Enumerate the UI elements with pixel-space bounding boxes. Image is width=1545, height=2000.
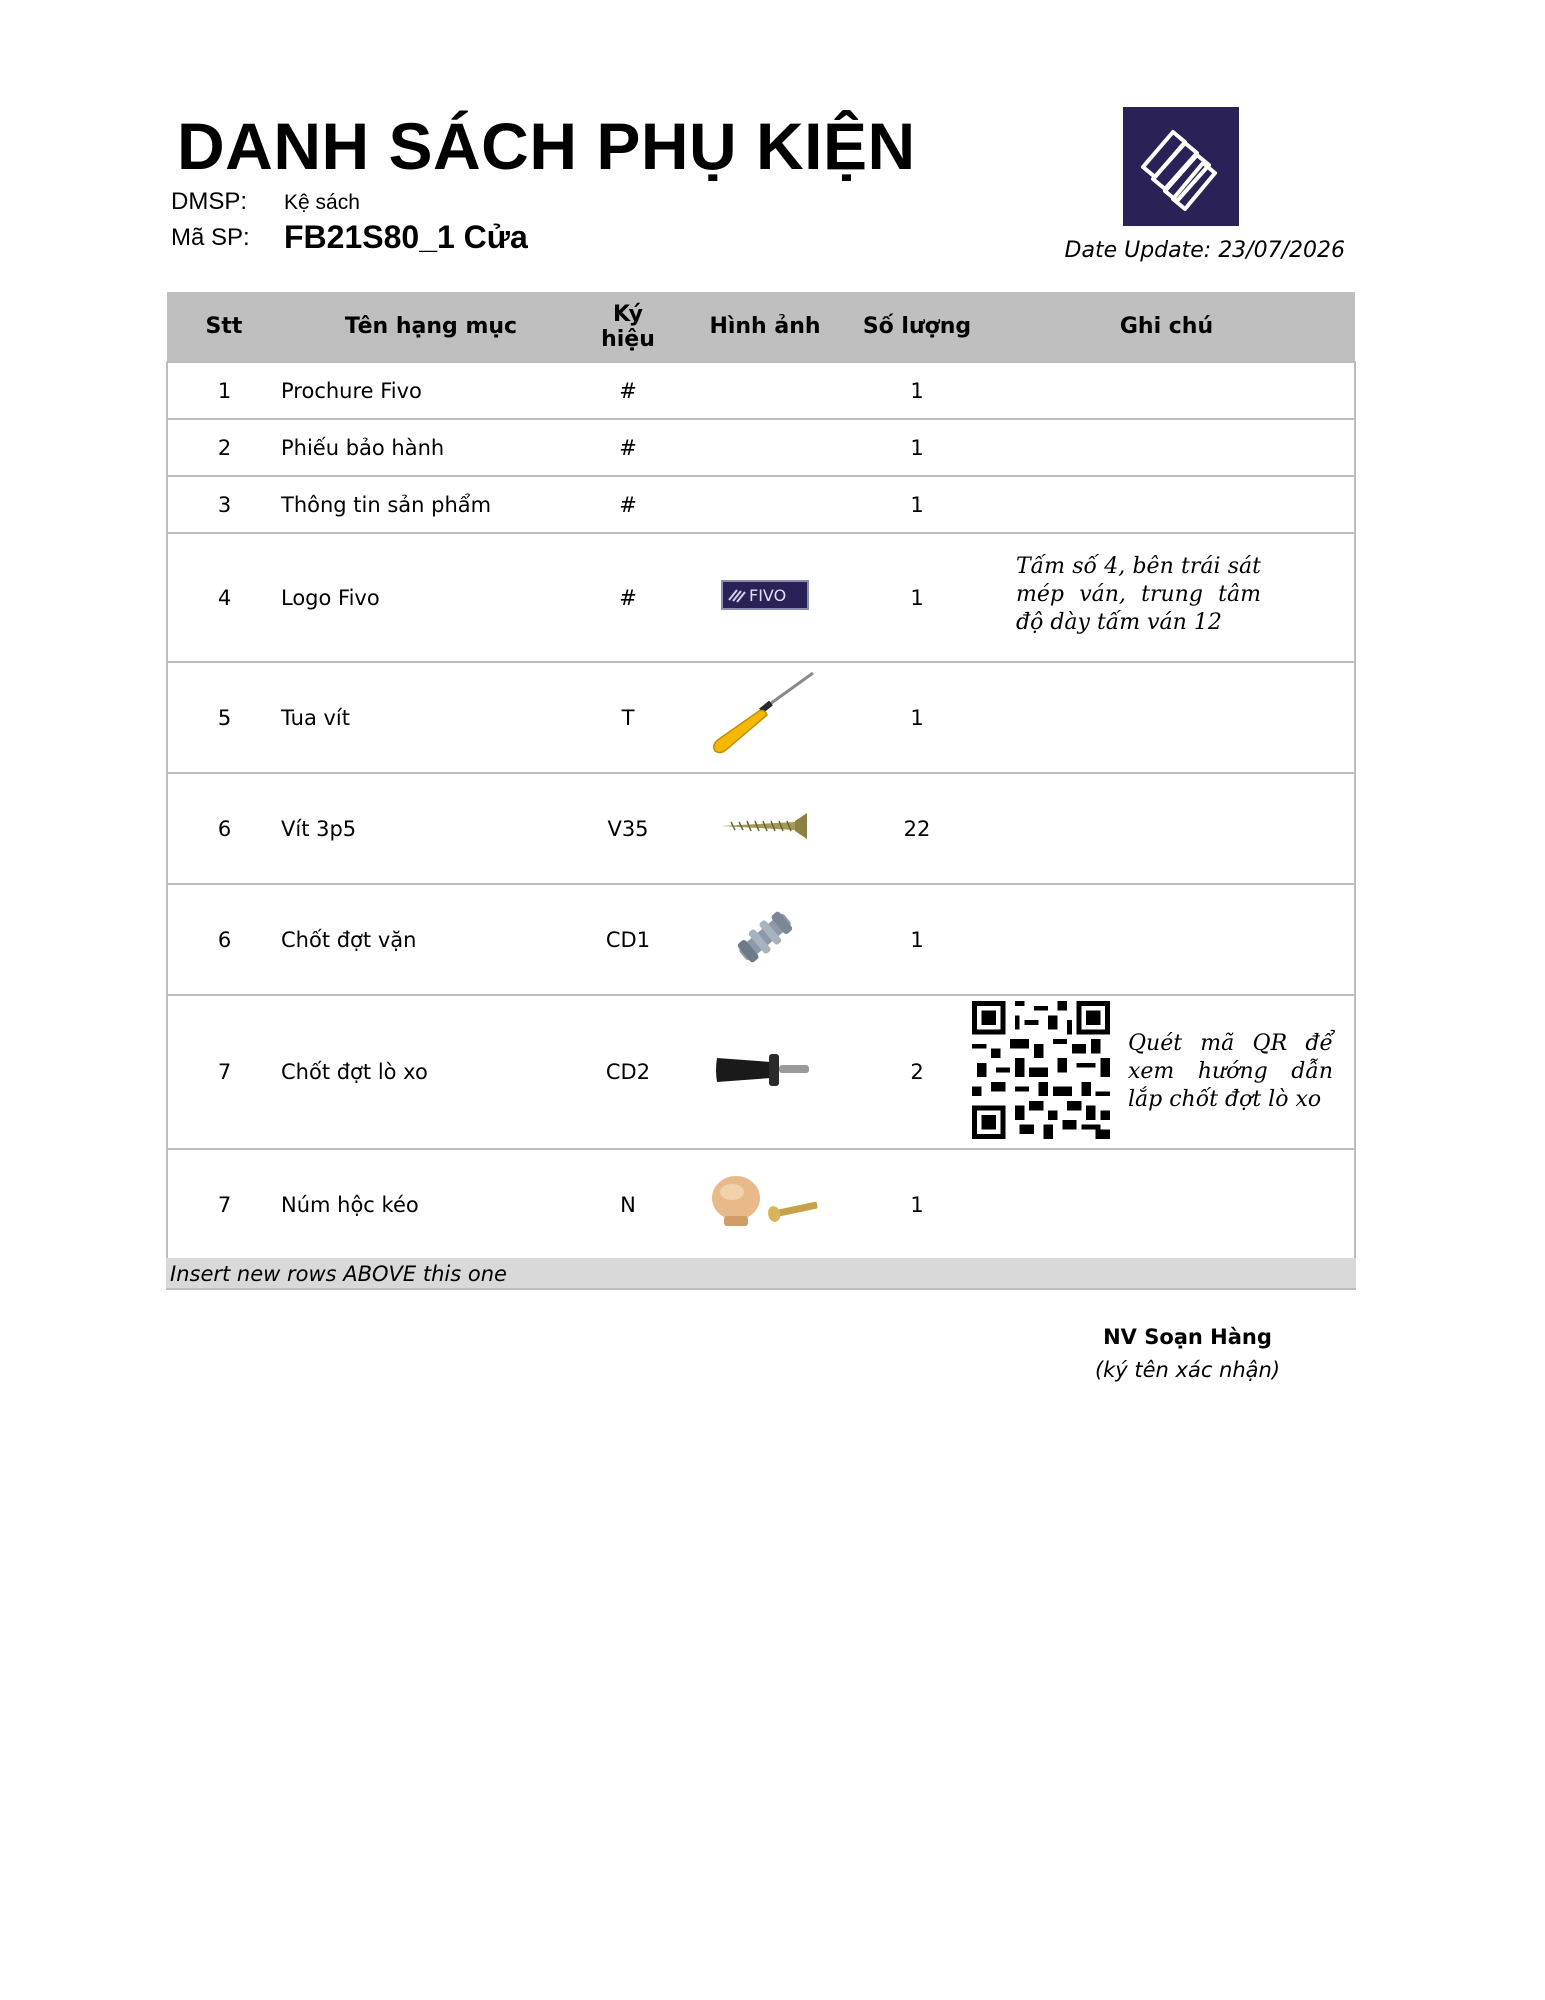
table-row (167, 362, 1355, 419)
cell-name: Vít 3p5 (281, 773, 582, 884)
spring-pin-icon (713, 1048, 817, 1097)
cell-image (674, 884, 856, 995)
fivo-logo-text: FIVO (749, 586, 787, 605)
cell-image (674, 476, 856, 533)
cell-image (674, 362, 856, 419)
cell-note (978, 884, 1355, 995)
col-header-qty: Số lượng (856, 292, 978, 362)
table-row (167, 419, 1355, 476)
cell-image (674, 533, 856, 662)
dmsp-label: DMSP: (171, 188, 248, 215)
fivo-stripes-logo-icon (1123, 107, 1239, 226)
table-row (167, 476, 1355, 533)
cell-note (978, 533, 1355, 662)
page-title: DANH SÁCH PHỤ KIỆN (177, 109, 916, 183)
cell-image (674, 662, 856, 773)
dmsp-value: Kệ sách (284, 191, 360, 214)
cell-qty: 22 (856, 773, 978, 884)
drawer-knob-icon (708, 1172, 822, 1237)
cell-code: # (582, 362, 674, 419)
cell-code: V35 (582, 773, 674, 884)
col-header-stt: Stt (167, 292, 281, 362)
fivo-logo-badge-icon (721, 580, 809, 615)
shelf-pin-icon (730, 905, 800, 974)
cell-code: CD2 (582, 995, 674, 1149)
col-header-note: Ghi chú (978, 292, 1355, 362)
cell-note (978, 995, 1355, 1149)
table-row (167, 995, 1355, 1149)
cell-qty: 1 (856, 884, 978, 995)
screw-icon (717, 811, 813, 846)
cell-code: CD1 (582, 884, 674, 995)
cell-code: T (582, 662, 674, 773)
note-text: Quét mã QR để xem hướng dẫn lắp chốt đợt lò xo (1128, 1031, 1333, 1112)
cell-stt: 2 (167, 419, 281, 476)
cell-qty: 1 (856, 419, 978, 476)
cell-image (674, 1149, 856, 1260)
cell-note (978, 662, 1355, 773)
cell-stt: 6 (167, 884, 281, 995)
cell-code: # (582, 419, 674, 476)
masp-value: FB21S80_1 Cửa (284, 219, 528, 255)
col-header-image: Hình ảnh (674, 292, 856, 362)
signature-subtitle: (ký tên xác nhận) (1094, 1358, 1281, 1382)
cell-name: Prochure Fivo (281, 362, 582, 419)
cell-code: # (582, 476, 674, 533)
signature-title: NV Soạn Hàng (1103, 1325, 1272, 1349)
cell-image (674, 419, 856, 476)
cell-image (674, 995, 856, 1149)
cell-stt: 3 (167, 476, 281, 533)
table-header-row (167, 292, 1355, 362)
cell-qty: 1 (856, 1149, 978, 1260)
cell-stt: 4 (167, 533, 281, 662)
cell-name: Thông tin sản phẩm (281, 476, 582, 533)
cell-qty: 1 (856, 533, 978, 662)
insert-rows-hint: Insert new rows ABOVE this one (166, 1258, 1356, 1290)
masp-label: Mã SP: (171, 224, 250, 251)
accessory-table (166, 292, 1356, 1261)
col-header-name: Tên hạng mục (281, 292, 582, 362)
cell-stt: 1 (167, 362, 281, 419)
table-row (167, 533, 1355, 662)
cell-name: Logo Fivo (281, 533, 582, 662)
table-row (167, 773, 1355, 884)
note-text: Tấm số 4, bên trái sát mép ván, trung tâm độ dày tấm ván 12 (1016, 553, 1261, 635)
qr-code-icon (972, 1001, 1110, 1144)
cell-image (674, 773, 856, 884)
cell-name: Tua vít (281, 662, 582, 773)
cell-qty: 1 (856, 362, 978, 419)
table-row (167, 884, 1355, 995)
cell-note (978, 1149, 1355, 1260)
cell-code: # (582, 533, 674, 662)
screwdriver-icon (705, 669, 825, 766)
cell-stt: 5 (167, 662, 281, 773)
cell-qty: 1 (856, 662, 978, 773)
table-row (167, 1149, 1355, 1260)
cell-note (978, 419, 1355, 476)
cell-stt: 7 (167, 995, 281, 1149)
cell-name: Chốt đợt lò xo (281, 995, 582, 1149)
cell-qty: 2 (856, 995, 978, 1149)
col-header-code: Ký hiệu (582, 292, 674, 362)
cell-qty: 1 (856, 476, 978, 533)
cell-note (978, 476, 1355, 533)
cell-name: Phiếu bảo hành (281, 419, 582, 476)
cell-note (978, 773, 1355, 884)
cell-name: Chốt đợt vặn (281, 884, 582, 995)
cell-code: N (582, 1149, 674, 1260)
cell-stt: 7 (167, 1149, 281, 1260)
cell-note (978, 362, 1355, 419)
date-update: Date Update: 23/07/2026 (1064, 238, 1345, 263)
table-row (167, 662, 1355, 773)
cell-name: Núm hộc kéo (281, 1149, 582, 1260)
cell-stt: 6 (167, 773, 281, 884)
